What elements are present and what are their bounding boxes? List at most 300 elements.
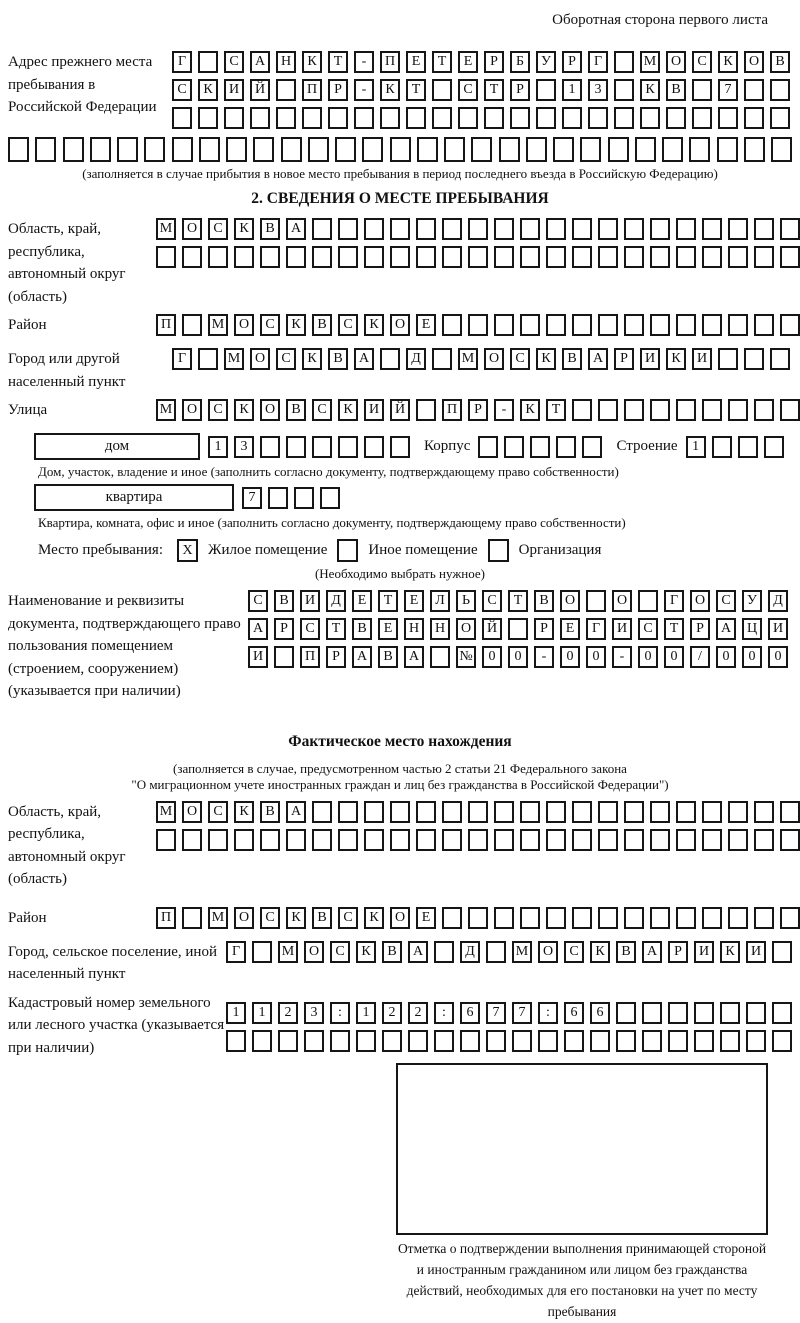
stay-type-checkbox-other-premises[interactable] xyxy=(337,539,358,562)
form-cell[interactable]: М xyxy=(512,941,532,963)
form-cell[interactable] xyxy=(530,436,550,458)
form-cell[interactable] xyxy=(746,1030,766,1052)
form-cell[interactable]: К xyxy=(198,79,218,101)
form-cell[interactable] xyxy=(494,314,514,336)
form-cell[interactable]: Т xyxy=(406,79,426,101)
form-cell[interactable] xyxy=(253,137,274,162)
form-cell[interactable]: У xyxy=(742,590,762,612)
form-cell[interactable]: С xyxy=(638,618,658,640)
form-cell[interactable]: В xyxy=(666,79,686,101)
form-cell[interactable]: 1 xyxy=(226,1002,246,1024)
form-cell[interactable]: Е xyxy=(416,907,436,929)
form-cell[interactable] xyxy=(668,1030,688,1052)
form-cell[interactable] xyxy=(156,829,176,851)
form-cell[interactable] xyxy=(624,218,644,240)
form-cell[interactable]: Т xyxy=(546,399,566,421)
form-cell[interactable] xyxy=(546,801,566,823)
form-cell[interactable] xyxy=(286,246,306,268)
form-cell[interactable]: 0 xyxy=(768,646,788,668)
form-cell[interactable] xyxy=(338,218,358,240)
form-cell[interactable] xyxy=(702,801,722,823)
form-cell[interactable] xyxy=(520,314,540,336)
form-cell[interactable]: Н xyxy=(276,51,296,73)
form-cell[interactable]: О xyxy=(234,907,254,929)
form-cell[interactable] xyxy=(520,907,540,929)
form-cell[interactable]: М xyxy=(156,218,176,240)
form-cell[interactable] xyxy=(471,137,492,162)
form-cell[interactable] xyxy=(772,1030,792,1052)
form-cell[interactable]: К xyxy=(640,79,660,101)
form-cell[interactable]: К xyxy=(364,314,384,336)
stay-type-checkbox-residential[interactable]: X xyxy=(177,539,198,562)
form-cell[interactable] xyxy=(624,829,644,851)
form-cell[interactable]: О xyxy=(234,314,254,336)
form-cell[interactable]: К xyxy=(520,399,540,421)
form-cell[interactable] xyxy=(676,399,696,421)
form-cell[interactable] xyxy=(780,399,800,421)
form-cell[interactable]: С xyxy=(260,907,280,929)
form-cell[interactable]: К xyxy=(234,218,254,240)
form-cell[interactable]: А xyxy=(404,646,424,668)
form-cell[interactable]: А xyxy=(286,218,306,240)
form-cell[interactable]: Т xyxy=(328,51,348,73)
form-cell[interactable] xyxy=(198,51,218,73)
form-cell[interactable]: Т xyxy=(378,590,398,612)
form-cell[interactable] xyxy=(720,1002,740,1024)
form-cell[interactable] xyxy=(780,218,800,240)
form-cell[interactable] xyxy=(614,79,634,101)
form-cell[interactable]: А xyxy=(354,348,374,370)
form-cell[interactable] xyxy=(432,348,452,370)
form-cell[interactable] xyxy=(728,399,748,421)
form-cell[interactable] xyxy=(624,907,644,929)
form-cell[interactable]: Г xyxy=(664,590,684,612)
form-cell[interactable]: А xyxy=(286,801,306,823)
form-cell[interactable] xyxy=(562,107,582,129)
form-cell[interactable]: К xyxy=(720,941,740,963)
form-cell[interactable] xyxy=(208,246,228,268)
form-cell[interactable] xyxy=(208,829,228,851)
form-cell[interactable] xyxy=(312,801,332,823)
form-cell[interactable]: О xyxy=(744,51,764,73)
form-cell[interactable] xyxy=(720,1030,740,1052)
form-cell[interactable]: И xyxy=(612,618,632,640)
form-cell[interactable] xyxy=(780,246,800,268)
form-cell[interactable] xyxy=(434,1030,454,1052)
form-cell[interactable]: М xyxy=(208,907,228,929)
form-cell[interactable]: О xyxy=(484,348,504,370)
form-cell[interactable] xyxy=(662,137,683,162)
form-cell[interactable]: М xyxy=(156,399,176,421)
form-cell[interactable] xyxy=(702,246,722,268)
form-cell[interactable]: Н xyxy=(430,618,450,640)
form-cell[interactable] xyxy=(356,1030,376,1052)
form-cell[interactable] xyxy=(468,218,488,240)
form-cell[interactable] xyxy=(546,246,566,268)
form-cell[interactable] xyxy=(508,618,528,640)
form-cell[interactable]: И xyxy=(768,618,788,640)
form-cell[interactable]: А xyxy=(248,618,268,640)
form-cell[interactable] xyxy=(182,314,202,336)
form-cell[interactable] xyxy=(460,1030,480,1052)
form-cell[interactable]: А xyxy=(716,618,736,640)
form-cell[interactable]: 7 xyxy=(486,1002,506,1024)
form-cell[interactable]: Р xyxy=(690,618,710,640)
form-cell[interactable]: М xyxy=(458,348,478,370)
form-cell[interactable] xyxy=(676,314,696,336)
form-cell[interactable] xyxy=(614,107,634,129)
form-cell[interactable]: О xyxy=(666,51,686,73)
stay-type-checkbox-organization[interactable] xyxy=(488,539,509,562)
form-cell[interactable] xyxy=(520,218,540,240)
form-cell[interactable] xyxy=(494,218,514,240)
form-cell[interactable] xyxy=(624,399,644,421)
form-cell[interactable]: В xyxy=(286,399,306,421)
form-cell[interactable] xyxy=(442,801,462,823)
form-cell[interactable]: П xyxy=(380,51,400,73)
form-cell[interactable] xyxy=(546,907,566,929)
form-cell[interactable] xyxy=(260,246,280,268)
form-cell[interactable]: В xyxy=(770,51,790,73)
form-cell[interactable]: В xyxy=(562,348,582,370)
form-cell[interactable]: С xyxy=(338,314,358,336)
form-cell[interactable]: Г xyxy=(586,618,606,640)
form-cell[interactable]: И xyxy=(640,348,660,370)
form-cell[interactable]: Р xyxy=(468,399,488,421)
form-cell[interactable] xyxy=(90,137,111,162)
form-cell[interactable]: К xyxy=(302,51,322,73)
form-cell[interactable] xyxy=(252,1030,272,1052)
form-cell[interactable] xyxy=(520,246,540,268)
form-cell[interactable]: Р xyxy=(274,618,294,640)
form-cell[interactable]: В xyxy=(382,941,402,963)
form-cell[interactable] xyxy=(338,436,358,458)
form-cell[interactable]: № xyxy=(456,646,476,668)
form-cell[interactable] xyxy=(198,107,218,129)
form-cell[interactable]: 2 xyxy=(278,1002,298,1024)
form-cell[interactable] xyxy=(380,107,400,129)
form-cell[interactable] xyxy=(408,1030,428,1052)
form-cell[interactable] xyxy=(260,436,280,458)
form-cell[interactable]: К xyxy=(286,314,306,336)
form-cell[interactable] xyxy=(650,314,670,336)
form-cell[interactable] xyxy=(468,907,488,929)
form-cell[interactable]: С xyxy=(338,907,358,929)
form-cell[interactable] xyxy=(702,399,722,421)
form-cell[interactable]: С xyxy=(248,590,268,612)
form-cell[interactable]: 6 xyxy=(460,1002,480,1024)
form-cell[interactable] xyxy=(276,107,296,129)
form-cell[interactable]: В xyxy=(616,941,636,963)
form-cell[interactable] xyxy=(308,137,329,162)
form-cell[interactable]: С xyxy=(330,941,350,963)
form-cell[interactable] xyxy=(536,107,556,129)
form-cell[interactable]: О xyxy=(612,590,632,612)
form-cell[interactable]: А xyxy=(250,51,270,73)
form-cell[interactable] xyxy=(442,246,462,268)
form-cell[interactable] xyxy=(416,218,436,240)
form-cell[interactable] xyxy=(234,246,254,268)
form-cell[interactable]: 0 xyxy=(742,646,762,668)
form-cell[interactable] xyxy=(780,801,800,823)
form-cell[interactable] xyxy=(416,246,436,268)
form-cell[interactable] xyxy=(538,1030,558,1052)
form-cell[interactable]: А xyxy=(642,941,662,963)
form-cell[interactable] xyxy=(702,907,722,929)
form-cell[interactable] xyxy=(754,314,774,336)
form-cell[interactable] xyxy=(499,137,520,162)
form-cell[interactable]: Б xyxy=(510,51,530,73)
form-cell[interactable]: С xyxy=(208,801,228,823)
form-cell[interactable] xyxy=(572,314,592,336)
form-cell[interactable] xyxy=(294,487,314,509)
form-cell[interactable] xyxy=(754,218,774,240)
form-cell[interactable] xyxy=(304,1030,324,1052)
form-cell[interactable] xyxy=(694,1002,714,1024)
form-cell[interactable] xyxy=(260,829,280,851)
form-cell[interactable]: Д xyxy=(326,590,346,612)
form-cell[interactable] xyxy=(598,246,618,268)
form-cell[interactable]: Е xyxy=(352,590,372,612)
form-cell[interactable]: 1 xyxy=(356,1002,376,1024)
form-cell[interactable]: И xyxy=(248,646,268,668)
form-cell[interactable] xyxy=(510,107,530,129)
form-cell[interactable] xyxy=(478,436,498,458)
form-cell[interactable] xyxy=(770,348,790,370)
form-cell[interactable] xyxy=(572,399,592,421)
form-cell[interactable] xyxy=(416,399,436,421)
form-cell[interactable]: П xyxy=(302,79,322,101)
form-cell[interactable] xyxy=(598,314,618,336)
form-cell[interactable]: Г xyxy=(226,941,246,963)
form-cell[interactable]: О xyxy=(182,801,202,823)
form-cell[interactable] xyxy=(712,436,732,458)
form-cell[interactable] xyxy=(382,1030,402,1052)
form-cell[interactable]: Е xyxy=(560,618,580,640)
form-cell[interactable] xyxy=(580,137,601,162)
form-cell[interactable]: - xyxy=(494,399,514,421)
form-cell[interactable]: В xyxy=(274,590,294,612)
form-cell[interactable]: С xyxy=(172,79,192,101)
form-cell[interactable]: О xyxy=(538,941,558,963)
form-cell[interactable] xyxy=(144,137,165,162)
form-cell[interactable]: 1 xyxy=(252,1002,272,1024)
form-cell[interactable] xyxy=(598,399,618,421)
form-cell[interactable] xyxy=(676,801,696,823)
form-cell[interactable]: М xyxy=(224,348,244,370)
form-cell[interactable] xyxy=(224,107,244,129)
form-cell[interactable] xyxy=(362,137,383,162)
form-cell[interactable] xyxy=(572,801,592,823)
form-cell[interactable] xyxy=(738,436,758,458)
form-cell[interactable] xyxy=(635,137,656,162)
form-cell[interactable]: И xyxy=(224,79,244,101)
form-cell[interactable] xyxy=(642,1002,662,1024)
form-cell[interactable] xyxy=(494,246,514,268)
form-cell[interactable] xyxy=(458,107,478,129)
form-cell[interactable]: С xyxy=(312,399,332,421)
form-cell[interactable]: 0 xyxy=(586,646,606,668)
form-cell[interactable]: С xyxy=(482,590,502,612)
form-cell[interactable]: - xyxy=(354,79,374,101)
form-cell[interactable] xyxy=(226,1030,246,1052)
form-cell[interactable]: Р xyxy=(668,941,688,963)
form-cell[interactable] xyxy=(616,1002,636,1024)
form-cell[interactable] xyxy=(590,1030,610,1052)
form-cell[interactable] xyxy=(780,907,800,929)
form-cell[interactable]: О xyxy=(560,590,580,612)
form-cell[interactable]: И xyxy=(692,348,712,370)
form-cell[interactable] xyxy=(380,348,400,370)
form-cell[interactable] xyxy=(772,1002,792,1024)
form-cell[interactable] xyxy=(432,79,452,101)
form-cell[interactable]: В xyxy=(378,646,398,668)
form-cell[interactable]: В xyxy=(534,590,554,612)
form-cell[interactable] xyxy=(468,801,488,823)
form-cell[interactable]: Г xyxy=(172,348,192,370)
form-cell[interactable] xyxy=(234,829,254,851)
form-cell[interactable]: Р xyxy=(614,348,634,370)
form-cell[interactable]: : xyxy=(434,1002,454,1024)
form-cell[interactable] xyxy=(416,801,436,823)
form-cell[interactable] xyxy=(746,1002,766,1024)
form-cell[interactable] xyxy=(744,107,764,129)
form-cell[interactable]: В xyxy=(312,314,332,336)
form-cell[interactable]: 0 xyxy=(638,646,658,668)
form-cell[interactable] xyxy=(274,646,294,668)
form-cell[interactable]: Ц xyxy=(742,618,762,640)
form-cell[interactable]: 7 xyxy=(512,1002,532,1024)
form-cell[interactable] xyxy=(624,801,644,823)
form-cell[interactable] xyxy=(638,590,658,612)
form-cell[interactable] xyxy=(494,829,514,851)
form-cell[interactable]: 2 xyxy=(382,1002,402,1024)
form-cell[interactable]: О xyxy=(690,590,710,612)
form-cell[interactable] xyxy=(546,218,566,240)
form-cell[interactable] xyxy=(430,646,450,668)
form-cell[interactable]: А xyxy=(408,941,428,963)
form-cell[interactable]: В xyxy=(328,348,348,370)
form-cell[interactable] xyxy=(770,107,790,129)
form-cell[interactable] xyxy=(520,801,540,823)
form-cell[interactable]: В xyxy=(352,618,372,640)
form-cell[interactable]: Е xyxy=(458,51,478,73)
form-cell[interactable] xyxy=(572,246,592,268)
form-cell[interactable]: О xyxy=(182,399,202,421)
form-cell[interactable]: С xyxy=(716,590,736,612)
form-cell[interactable]: С xyxy=(208,218,228,240)
form-cell[interactable] xyxy=(718,348,738,370)
form-cell[interactable]: А xyxy=(588,348,608,370)
form-cell[interactable]: 0 xyxy=(482,646,502,668)
form-cell[interactable] xyxy=(468,314,488,336)
form-cell[interactable] xyxy=(182,246,202,268)
form-cell[interactable]: Д xyxy=(460,941,480,963)
form-cell[interactable]: О xyxy=(390,314,410,336)
form-cell[interactable]: К xyxy=(302,348,322,370)
form-cell[interactable] xyxy=(172,137,193,162)
form-cell[interactable]: С xyxy=(458,79,478,101)
form-cell[interactable] xyxy=(198,348,218,370)
form-cell[interactable] xyxy=(526,137,547,162)
form-cell[interactable]: В xyxy=(312,907,332,929)
form-cell[interactable] xyxy=(564,1030,584,1052)
form-cell[interactable]: М xyxy=(278,941,298,963)
form-cell[interactable] xyxy=(588,107,608,129)
form-cell[interactable] xyxy=(302,107,322,129)
form-cell[interactable]: Т xyxy=(326,618,346,640)
form-cell[interactable]: К xyxy=(286,907,306,929)
form-cell[interactable]: Р xyxy=(510,79,530,101)
form-cell[interactable] xyxy=(650,801,670,823)
form-cell[interactable]: Т xyxy=(432,51,452,73)
form-cell[interactable] xyxy=(330,1030,350,1052)
form-cell[interactable] xyxy=(390,246,410,268)
form-cell[interactable]: Й xyxy=(482,618,502,640)
form-cell[interactable] xyxy=(668,1002,688,1024)
form-cell[interactable]: И xyxy=(364,399,384,421)
form-cell[interactable] xyxy=(390,829,410,851)
form-cell[interactable] xyxy=(702,829,722,851)
form-cell[interactable]: И xyxy=(746,941,766,963)
form-cell[interactable]: 6 xyxy=(564,1002,584,1024)
form-cell[interactable] xyxy=(666,107,686,129)
form-cell[interactable]: Л xyxy=(430,590,450,612)
form-cell[interactable] xyxy=(312,436,332,458)
form-cell[interactable] xyxy=(754,801,774,823)
form-cell[interactable] xyxy=(764,436,784,458)
form-cell[interactable]: П xyxy=(300,646,320,668)
form-cell[interactable] xyxy=(717,137,738,162)
form-cell[interactable]: Д xyxy=(768,590,788,612)
form-cell[interactable]: К xyxy=(364,907,384,929)
form-cell[interactable] xyxy=(364,436,384,458)
form-cell[interactable] xyxy=(572,218,592,240)
form-cell[interactable] xyxy=(702,314,722,336)
form-cell[interactable]: 7 xyxy=(718,79,738,101)
form-cell[interactable]: А xyxy=(352,646,372,668)
form-cell[interactable] xyxy=(676,829,696,851)
form-cell[interactable] xyxy=(117,137,138,162)
form-cell[interactable] xyxy=(364,829,384,851)
form-cell[interactable]: К xyxy=(234,399,254,421)
form-cell[interactable] xyxy=(744,79,764,101)
form-cell[interactable] xyxy=(335,137,356,162)
form-cell[interactable]: Е xyxy=(378,618,398,640)
form-cell[interactable]: К xyxy=(234,801,254,823)
form-cell[interactable]: Й xyxy=(250,79,270,101)
form-cell[interactable] xyxy=(494,907,514,929)
form-cell[interactable] xyxy=(553,137,574,162)
form-cell[interactable] xyxy=(172,107,192,129)
form-cell[interactable] xyxy=(754,829,774,851)
form-cell[interactable] xyxy=(442,314,462,336)
form-cell[interactable] xyxy=(252,941,272,963)
form-cell[interactable] xyxy=(728,801,748,823)
form-cell[interactable] xyxy=(312,829,332,851)
form-cell[interactable] xyxy=(624,246,644,268)
form-cell[interactable] xyxy=(468,829,488,851)
form-cell[interactable] xyxy=(354,107,374,129)
form-cell[interactable] xyxy=(494,801,514,823)
form-cell[interactable] xyxy=(536,79,556,101)
form-cell[interactable] xyxy=(616,1030,636,1052)
form-cell[interactable]: - xyxy=(354,51,374,73)
form-cell[interactable]: О xyxy=(390,907,410,929)
form-cell[interactable] xyxy=(728,829,748,851)
form-cell[interactable] xyxy=(390,801,410,823)
form-cell[interactable]: С xyxy=(692,51,712,73)
